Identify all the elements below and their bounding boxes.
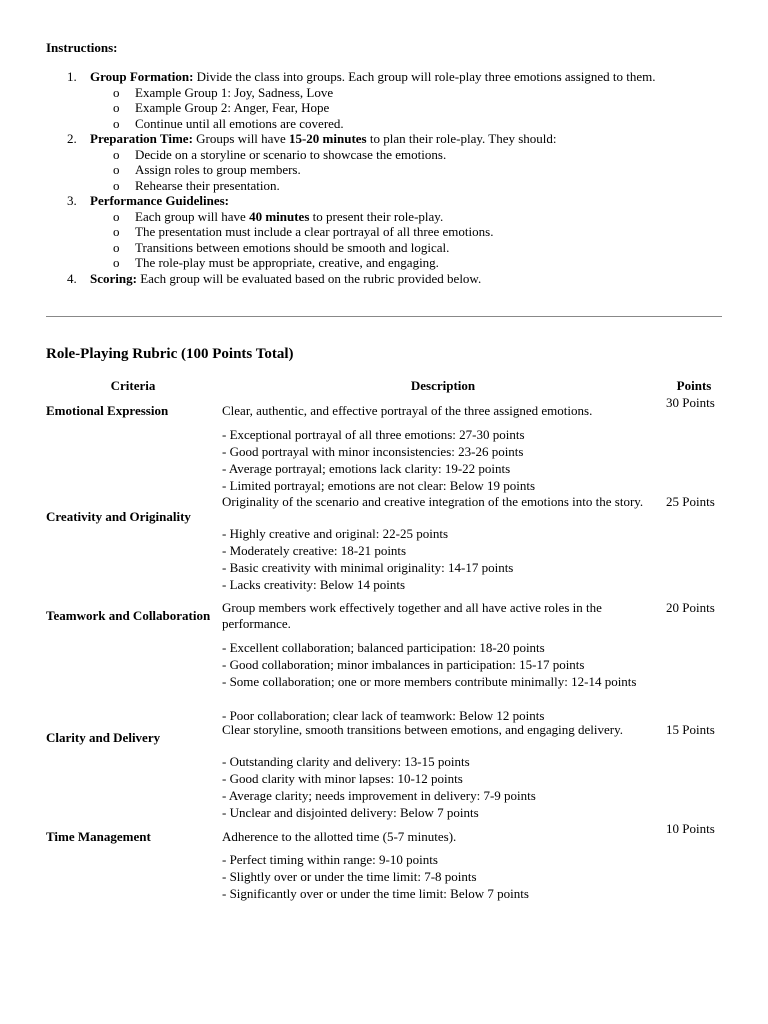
instructions-list bbox=[46, 69, 722, 286]
sub-item bbox=[90, 100, 722, 116]
row-levels bbox=[222, 640, 666, 725]
bullet-icon: o bbox=[113, 208, 120, 224]
level-item: - Average portrayal; emotions lack clarity: 19-22 points bbox=[222, 461, 511, 476]
step-performance-guidelines bbox=[46, 193, 722, 271]
step-number: 1. bbox=[67, 69, 77, 84]
row-points: 25 Points bbox=[666, 494, 715, 509]
step-scoring bbox=[46, 271, 722, 287]
sub-item bbox=[90, 147, 722, 163]
row-levels bbox=[222, 427, 666, 495]
row-points: 10 Points bbox=[666, 821, 715, 836]
bullet-icon: o bbox=[113, 255, 120, 270]
bullet-icon: o bbox=[113, 84, 120, 100]
sub-item-text: Each group will have bbox=[135, 208, 250, 224]
sub-item-text: Continue until all emotions are covered. bbox=[135, 115, 344, 131]
bullet-icon: o bbox=[113, 146, 120, 162]
header-criteria: Criteria bbox=[110, 378, 156, 393]
section-divider bbox=[46, 316, 722, 317]
row-description: Clear, authentic, and effective portrayal of the three assigned emotions. bbox=[222, 403, 593, 418]
sub-item bbox=[90, 224, 722, 240]
bullet-icon: o bbox=[113, 224, 120, 239]
row-levels bbox=[222, 754, 666, 822]
step-text: Groups will have bbox=[192, 131, 289, 146]
header-points: Points bbox=[676, 378, 712, 393]
sub-item-text: Transitions between emotions should be smooth and logical. bbox=[135, 239, 450, 255]
rubric-title: Role-Playing Rubric (100 Points Total) bbox=[46, 346, 294, 362]
row-levels bbox=[222, 526, 666, 594]
sub-item bbox=[90, 162, 722, 178]
bullet-icon: o bbox=[113, 177, 120, 193]
row-description: Adherence to the allotted time (5-7 minutes). bbox=[222, 829, 457, 844]
sub-item-text: Example Group 1: Joy, Sadness, Love bbox=[135, 84, 334, 100]
step-group-formation bbox=[46, 69, 722, 131]
sub-item-text: to present their role-play. bbox=[309, 208, 444, 224]
step-lead: Scoring: bbox=[90, 270, 137, 286]
level-item: - Outstanding clarity and delivery: 13-15 points bbox=[222, 754, 470, 769]
sub-item-text: Assign roles to group members. bbox=[135, 162, 301, 177]
step-number: 3. bbox=[67, 193, 77, 208]
level-item: - Poor collaboration; clear lack of teamwork: Below 12 points bbox=[222, 708, 545, 723]
bullet-icon: o bbox=[113, 115, 120, 131]
criteria-emotional-expression: Emotional Expression bbox=[46, 403, 169, 418]
header-description: Description bbox=[410, 378, 476, 393]
row-description: Clear storyline, smooth transitions between emotions, and engaging delivery. bbox=[222, 722, 623, 737]
level-item: - Average clarity; needs improvement in delivery: 7-9 points bbox=[222, 788, 536, 803]
level-item: - Exceptional portrayal of all three emotions: 27-30 points bbox=[222, 427, 525, 442]
sub-item-text: Rehearse their presentation. bbox=[135, 177, 280, 193]
step-number: 4. bbox=[67, 270, 77, 286]
level-item: - Good portrayal with minor inconsistencies: 23-26 points bbox=[222, 444, 524, 459]
step-preparation-time bbox=[46, 131, 722, 193]
level-item: - Significantly over or under the time limit: Below 7 points bbox=[222, 886, 529, 901]
level-item: - Moderately creative: 18-21 points bbox=[222, 543, 407, 558]
sub-item bbox=[90, 209, 722, 225]
sub-item-text: Decide on a storyline or scenario to showcase the emotions. bbox=[135, 146, 447, 162]
criteria-clarity-delivery: Clarity and Delivery bbox=[46, 730, 161, 745]
level-item: - Perfect timing within range: 9-10 points bbox=[222, 852, 438, 867]
level-item: - Excellent collaboration; balanced participation: 18-20 points bbox=[222, 640, 545, 655]
bullet-icon: o bbox=[113, 100, 120, 115]
row-points: 20 Points bbox=[666, 600, 715, 615]
step-lead: Preparation Time: bbox=[90, 131, 193, 146]
step-text: Each group will be evaluated based on the rubric provided below. bbox=[136, 270, 482, 286]
sub-item bbox=[90, 116, 722, 132]
level-item: - Lacks creativity: Below 14 points bbox=[222, 577, 406, 592]
sub-list bbox=[90, 209, 722, 271]
step-text: to plan their role-play. They should: bbox=[366, 131, 557, 146]
bullet-icon: o bbox=[113, 239, 120, 255]
sub-item bbox=[90, 240, 722, 256]
bullet-icon: o bbox=[113, 162, 120, 177]
level-item: - Basic creativity with minimal originality: 14-17 points bbox=[222, 560, 514, 575]
instructions-heading: Instructions: bbox=[46, 40, 118, 55]
step-emphasis: 15-20 minutes bbox=[288, 131, 367, 146]
sub-item bbox=[90, 178, 722, 194]
level-item: - Limited portrayal; emotions are not clear: Below 19 points bbox=[222, 478, 536, 493]
sub-item-text: Example Group 2: Anger, Fear, Hope bbox=[135, 100, 330, 115]
sub-item-text: The role-play must be appropriate, creative, and engaging. bbox=[135, 255, 439, 270]
sub-item bbox=[90, 255, 722, 271]
row-description: Group members work effectively together and all have active roles in the performance. bbox=[222, 600, 602, 631]
sub-list bbox=[90, 147, 722, 194]
row-levels bbox=[222, 852, 666, 903]
step-number: 2. bbox=[67, 131, 77, 146]
level-item: - Unclear and disjointed delivery: Below 7 points bbox=[222, 805, 479, 820]
criteria-teamwork-collaboration: Teamwork and Collaboration bbox=[46, 608, 211, 623]
level-item: - Some collaboration; one or more members contribute minimally: 12-14 points bbox=[222, 674, 637, 689]
criteria-time-management: Time Management bbox=[46, 829, 151, 844]
row-description: Originality of the scenario and creative integration of the emotions into the story. bbox=[222, 494, 644, 509]
sub-list bbox=[90, 85, 722, 132]
row-points: 30 Points bbox=[666, 395, 715, 410]
criteria-creativity-originality: Creativity and Originality bbox=[46, 509, 191, 524]
step-text: Divide the class into groups. Each group will role-play three emotions assigned to them. bbox=[193, 69, 656, 84]
step-lead: Performance Guidelines: bbox=[90, 193, 229, 208]
row-points: 15 Points bbox=[666, 722, 715, 737]
sub-item-emphasis: 40 minutes bbox=[249, 208, 310, 224]
step-lead: Group Formation: bbox=[90, 69, 194, 84]
level-item: - Highly creative and original: 22-25 points bbox=[222, 526, 449, 541]
sub-item bbox=[90, 85, 722, 101]
sub-item-text: The presentation must include a clear portrayal of all three emotions. bbox=[135, 224, 494, 239]
level-item: - Good clarity with minor lapses: 10-12 points bbox=[222, 771, 463, 786]
level-item: - Good collaboration; minor imbalances in participation: 15-17 points bbox=[222, 657, 585, 672]
level-item: - Slightly over or under the time limit: 7-8 points bbox=[222, 869, 477, 884]
